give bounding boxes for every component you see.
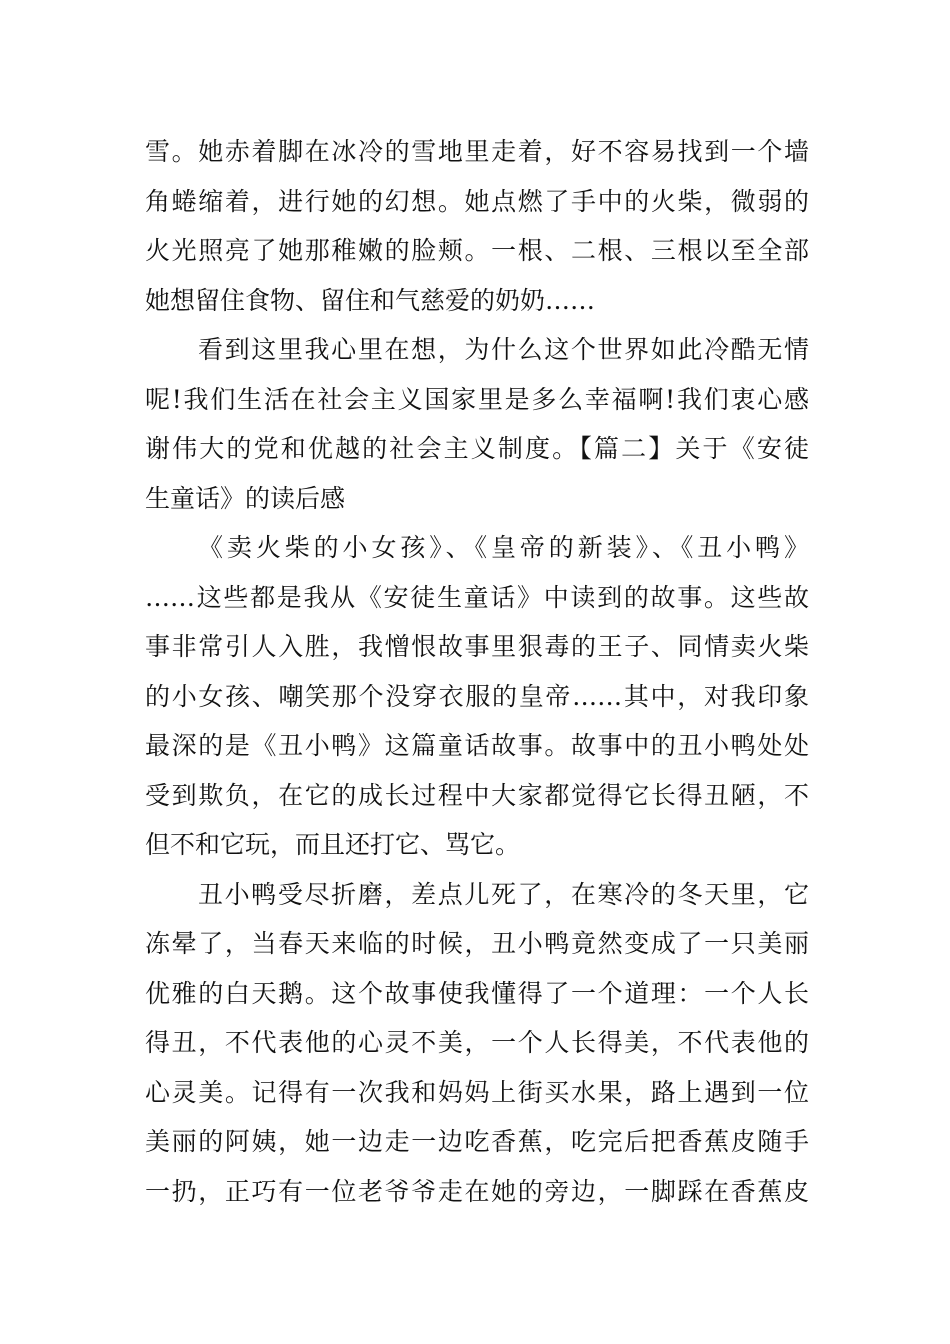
text-line: 美丽的阿姨，她一边走一边吃香蕉，吃完后把香蕉皮随手 xyxy=(145,1127,809,1156)
paragraph-first-line: 《卖火柴的小女孩》、《皇帝的新装》、《丑小鸭》 xyxy=(198,533,809,562)
text-line: 但不和它玩，而且还打它、骂它。 xyxy=(145,830,521,859)
text-line: 呢!我们生活在社会主义国家里是多么幸福啊!我们衷心感 xyxy=(145,384,809,414)
text-line: 谢伟大的党和优越的社会主义制度。【篇二】关于《安徒 xyxy=(145,434,809,463)
text-line: 最深的是《丑小鸭》这篇童话故事。故事中的丑小鸭处处 xyxy=(145,731,809,760)
text-line: 事非常引人入胜，我憎恨故事里狠毒的王子、同情卖火柴 xyxy=(145,632,809,661)
text-line: 一扔，正巧有一位老爷爷走在她的旁边，一脚踩在香蕉皮 xyxy=(145,1176,809,1206)
text-line: 受到欺负，在它的成长过程中大家都觉得它长得丑陋，不 xyxy=(145,780,809,810)
text-line: 雪。她赤着脚在冰冷的雪地里走着，好不容易找到一个墙 xyxy=(145,137,809,166)
text-line: 火光照亮了她那稚嫩的脸颊。一根、二根、三根以至全部 xyxy=(145,236,809,265)
text-line: 角蜷缩着，进行她的幻想。她点燃了手中的火柴，微弱的 xyxy=(145,186,809,216)
text-line: 的小女孩、嘲笑那个没穿衣服的皇帝……其中，对我印象 xyxy=(145,681,809,711)
text-line: 生童话》的读后感 xyxy=(145,483,346,513)
text-line: 得丑，不代表他的心灵不美，一个人长得美，不代表他的 xyxy=(145,1028,809,1057)
text-line: 优雅的白天鹅。这个故事使我懂得了一个道理：一个人长 xyxy=(145,978,809,1008)
paragraph-first-line: 丑小鸭受尽折磨，差点儿死了，在寒冷的冬天里，它 xyxy=(198,879,809,909)
text-line: 心灵美。记得有一次我和妈妈上街买水果，路上遇到一位 xyxy=(145,1077,809,1107)
text-line: ……这些都是我从《安徒生童话》中读到的故事。这些故 xyxy=(145,582,809,612)
text-line: 冻晕了，当春天来临的时候，丑小鸭竟然变成了一只美丽 xyxy=(145,929,809,958)
text-line: 她想留住食物、留住和气慈爱的奶奶…… xyxy=(145,285,596,315)
paragraph-first-line: 看到这里我心里在想，为什么这个世界如此冷酷无情 xyxy=(198,335,809,364)
document-body xyxy=(145,127,809,1216)
